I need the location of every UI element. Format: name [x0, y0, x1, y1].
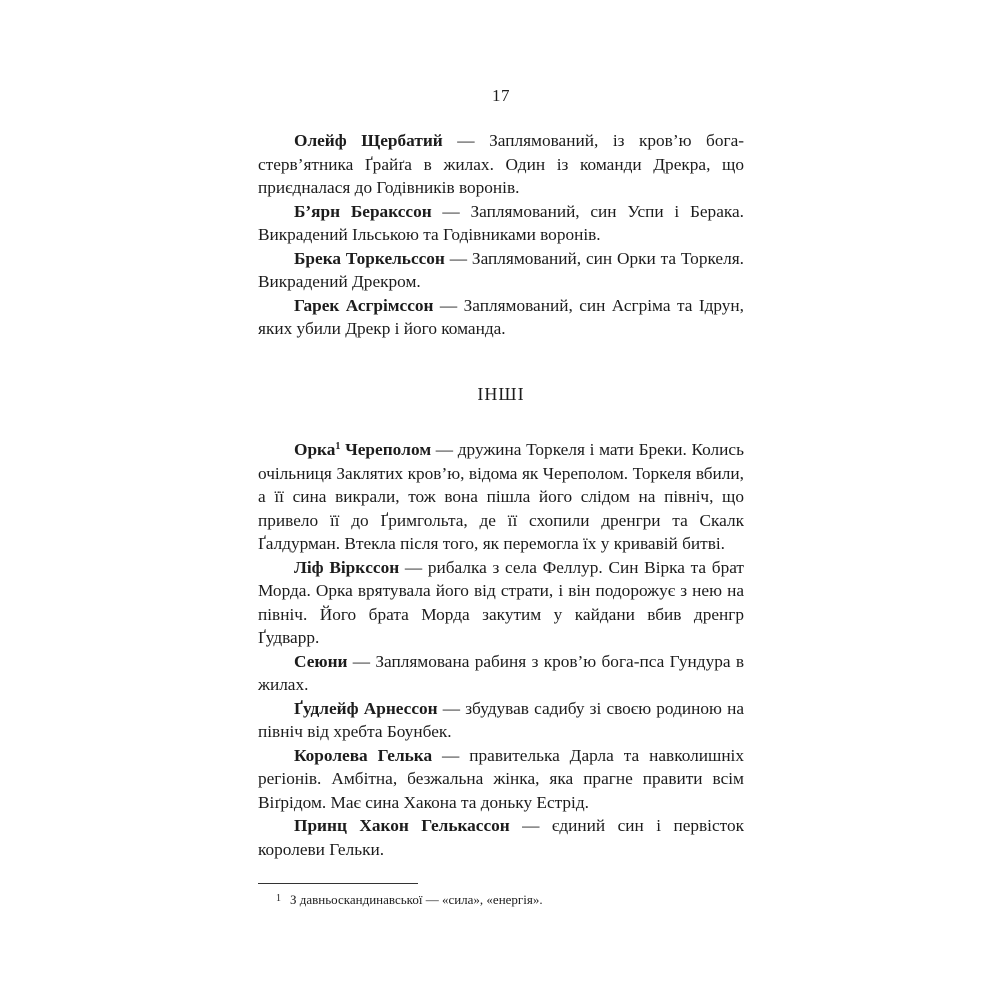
character-name-first: Орка — [294, 440, 336, 459]
character-description: — правителька Дарла та навколишніх регіонів. Амбітна, безжальна жінка, яка прагне правити всім Віґрідом. Має сина Хакона та доньку Естрід. — [258, 745, 745, 812]
character-entry — [258, 438, 744, 556]
character-entry — [258, 697, 744, 744]
character-entry — [258, 200, 744, 247]
character-name: Принц Хакон Гелькасcон — [294, 816, 510, 835]
character-entry — [258, 650, 744, 697]
character-name: Б’ярн Бераксcон — [294, 201, 432, 221]
character-name: Ліф Віркcсон — [294, 557, 400, 577]
character-name: Ґудлейф Арнесcон — [294, 698, 438, 718]
character-name: Королева Гелька — [294, 745, 433, 765]
section-heading: ІНШІ — [477, 384, 525, 404]
character-entry — [258, 744, 744, 815]
character-name: Олейф Щербатий — [294, 131, 443, 150]
footnote-mark: 1 — [276, 893, 281, 904]
character-description: — дружина Торкеля і мати Бреки. Колись очільниця Заклятих кров’ю, відома як Черепoлом. Торкеля вбили, а її сина викрали, тож вона пішла його слідом на північ, що привело її до Ґримгольта, де її схопили дренгри та Скалк Ґалдурман. Втекла після того, як перемогла їх у кривавій битві. — [258, 440, 744, 553]
footnote-text: З давньоскандинавської — «сила», «енергія». — [290, 892, 543, 907]
character-entry — [258, 814, 744, 861]
character-name: Сеюни — [294, 651, 348, 671]
character-name-rest: Черепoлом — [340, 440, 432, 459]
character-name: Гарек Асгрімcсон — [294, 295, 434, 315]
character-description: — Заплямований, син Асгріма та Ідрун, яких убили Дрекр і його команда. — [258, 295, 745, 338]
character-description: — рибалка з села Феллур. Син Вірка та брат Морда. Орка врятувала його від страти, і він подорожує з нею на північ. Його брата Морда закутим у кайдани вбив дренгр Ґудварр. — [258, 557, 744, 647]
character-description: — Заплямований, син Успи і Беpака. Викрадений Ільською та Годівниками воронів. — [258, 201, 744, 244]
page-number: 17 — [492, 86, 510, 105]
book-page — [258, 0, 744, 1000]
character-description: — Заплямована рабиня з кров’ю бога-пса Гундура в жилах. — [258, 651, 744, 694]
character-entry — [258, 129, 744, 200]
character-description: — єдиний син і первісток королеви Гельки. — [258, 816, 744, 859]
character-entry — [258, 247, 744, 294]
character-description: — Заплямований, із кров’ю бога-стерв’ятника Ґрайґа в жилах. Один із команди Дрекра, що приєдналася до Годівників воронів. — [258, 131, 744, 197]
character-name — [294, 440, 431, 459]
footnote-reference: 1 — [335, 441, 341, 452]
character-entry — [258, 294, 744, 341]
character-description: — Заплямований, син Орки та Торкеля. Викрадений Дрекром. — [258, 248, 744, 291]
character-name: Брека Торкельсcон — [294, 248, 445, 268]
character-list-bottom — [258, 438, 744, 861]
character-description: — збудував садибу зі своєю родиною на північ від хребта Боунбек. — [258, 698, 745, 741]
character-list-top — [258, 129, 744, 341]
character-entry — [258, 556, 744, 650]
footnote-divider — [258, 883, 418, 884]
footnote — [276, 890, 744, 909]
